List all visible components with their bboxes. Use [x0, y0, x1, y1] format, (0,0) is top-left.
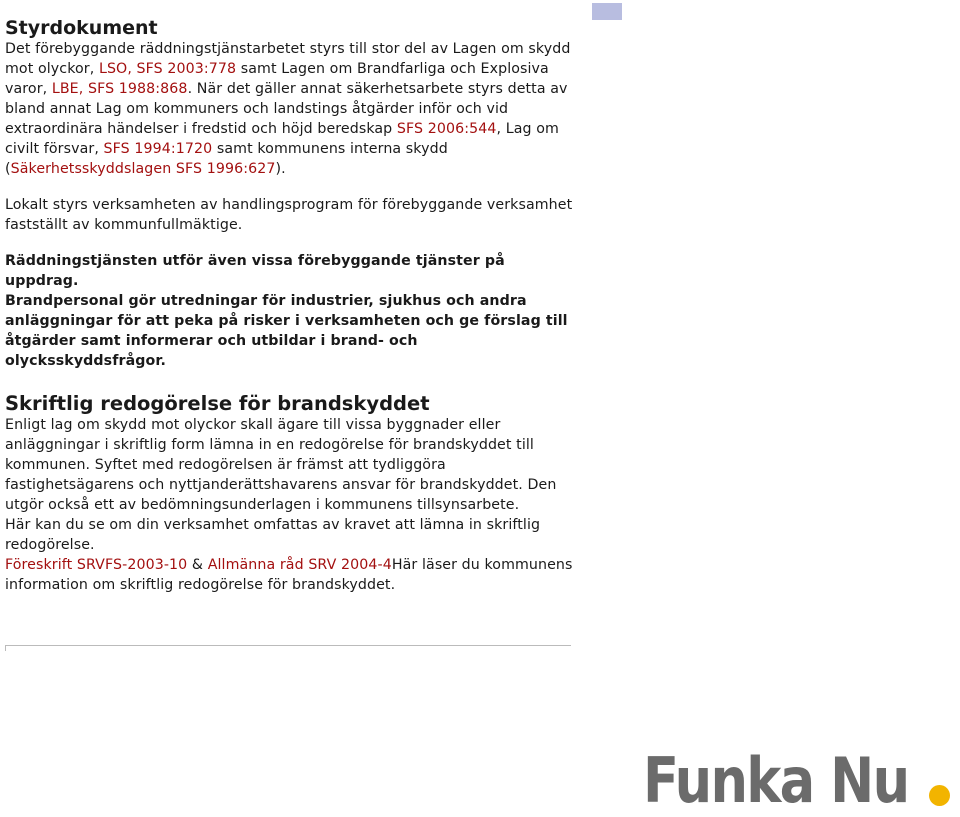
ampersand-text: &	[187, 557, 208, 573]
paragraph-text-segment: . När det gäller annat säkerhetsarbete styrs detta av bland annat Lag om kommuners och landstings åtgärder inför och vid extraordinära händelser i fredstid och höjd beredskap	[5, 81, 568, 137]
paragraph-text-segment: ).	[275, 161, 286, 177]
top-color-square	[592, 3, 622, 20]
bottom-divider-tick	[5, 645, 6, 651]
funka-nu-logo	[643, 740, 955, 817]
paragraph-lokalt: Lokalt styrs verksamheten av handlingsprogram för förebyggande verksamhet fastställt av kommunfullmäktige.	[5, 197, 573, 233]
paragraph-text-segment: Det förebyggande räddningstjänstarbetet styrs till stor del av Lagen om skydd mot olyckor,	[5, 41, 571, 77]
paragraph-skriftlig-intro: Enligt lag om skydd mot olyckor skall ägare till vissa byggnader eller anläggningar i skriftlig form lämna in en redogörelse för brandskyddet till kommunen. Syftet med redogörelsen är främst att tydliggöra fastighetsägarens och nyttjanderättshavarens ansvar för brandskyddet. Den utgör också ett av bedömningsunderlagen i kommunens tillsynsarbete.	[5, 417, 557, 513]
paragraph-links	[5, 555, 575, 595]
heading-skriftlig-redogorelse: Skriftlig redogörelse för brandskyddet	[5, 392, 430, 415]
main-content	[5, 17, 575, 595]
law-link[interactable]: LSO, SFS 2003:778	[98, 61, 237, 77]
logo-dot-icon	[929, 785, 950, 806]
paragraph-uppdrag-line1: Räddningstjänsten utför även vissa förebyggande tjänster på uppdrag.	[5, 253, 505, 289]
law-link[interactable]: SFS 1994:1720	[103, 141, 213, 157]
law-link[interactable]: SFS 2006:544	[396, 121, 497, 137]
paragraph-uppdrag-line2: Brandpersonal gör utredningar för industrier, sjukhus och andra anläggningar för att peka på risker i verksamheten och ge förslag till åtgärder samt informerar och utbildar i brand- och olycksskyddsfrågor.	[5, 293, 568, 369]
paragraph-text-segment: samt kommunens interna skydd (	[5, 141, 448, 177]
link-foreskrift[interactable]: Föreskrift SRVFS-2003-10	[5, 557, 188, 573]
link-allmanna-rad[interactable]: Allmänna råd SRV 2004-4	[207, 557, 392, 573]
law-link[interactable]: LBE, SFS 1988:868	[51, 81, 188, 97]
logo-text: Funka Nu	[643, 744, 909, 817]
paragraph-styrdokument-intro	[5, 39, 575, 179]
links-tail-text: Här läser du kommunens information om skriftlig redogörelse för brandskyddet.	[5, 557, 573, 593]
heading-styrdokument: Styrdokument	[5, 17, 158, 39]
paragraph-skriftlig-omfattas: Här kan du se om din verksamhet omfattas av kravet att lämna in skriftlig redogörelse.	[5, 517, 541, 553]
bottom-divider	[5, 645, 571, 646]
paragraph-text-segment: samt Lagen om Brandfarliga och Explosiva varor,	[5, 61, 549, 97]
law-link[interactable]: Säkerhetsskyddslagen SFS 1996:627	[10, 161, 276, 177]
paragraph-text-segment: , Lag om civilt försvar,	[5, 121, 559, 157]
